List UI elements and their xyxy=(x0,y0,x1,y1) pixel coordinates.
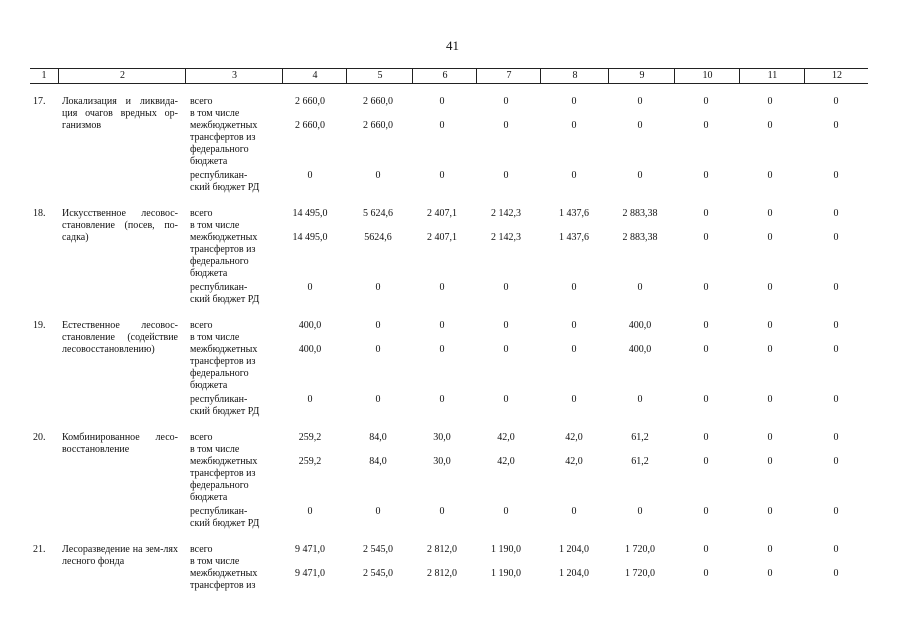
value-cell: 1 204,0 xyxy=(559,568,589,579)
value-cell: 0 xyxy=(375,394,381,405)
value-cell: 0 xyxy=(503,320,509,331)
funding-source-label: в том числе xyxy=(190,332,240,343)
value-cell: 30,0 xyxy=(433,456,451,467)
value-cell: 0 xyxy=(833,432,839,443)
table-header xyxy=(30,68,868,84)
row-number: 21. xyxy=(33,544,46,555)
funding-source-label: республикан- ский бюджет РД xyxy=(190,506,260,529)
value-cell: 259,2 xyxy=(298,456,322,467)
value-cell: 0 xyxy=(571,120,577,131)
value-cell: 0 xyxy=(703,344,709,355)
value-cell: 42,0 xyxy=(497,432,515,443)
value-cell: 400,0 xyxy=(628,344,652,355)
header-cell-7: 7 xyxy=(476,69,541,83)
value-cell: 0 xyxy=(767,394,773,405)
value-cell: 259,2 xyxy=(298,432,322,443)
value-cell: 0 xyxy=(375,170,381,181)
value-cell: 0 xyxy=(833,96,839,107)
value-cell: 2 545,0 xyxy=(363,544,393,555)
value-cell: 0 xyxy=(767,120,773,131)
funding-source-label: межбюджетных трансфертов из федерального бюджета xyxy=(190,344,258,391)
value-cell: 0 xyxy=(703,282,709,293)
value-cell: 0 xyxy=(767,432,773,443)
funding-source-label: республикан- ский бюджет РД xyxy=(190,170,260,193)
value-cell: 0 xyxy=(703,120,709,131)
funding-source-label: всего xyxy=(190,208,213,219)
value-cell: 42,0 xyxy=(565,456,583,467)
value-cell: 0 xyxy=(503,282,509,293)
value-cell: 0 xyxy=(703,232,709,243)
row-number: 18. xyxy=(33,208,46,219)
value-cell: 2 660,0 xyxy=(363,96,393,107)
funding-source-label: в том числе xyxy=(190,108,240,119)
value-cell: 0 xyxy=(767,568,773,579)
funding-source-label: республикан- ский бюджет РД xyxy=(190,394,260,417)
value-cell: 0 xyxy=(767,320,773,331)
value-cell: 0 xyxy=(833,120,839,131)
value-cell: 400,0 xyxy=(298,320,322,331)
value-cell: 5624,6 xyxy=(364,232,392,243)
value-cell: 0 xyxy=(767,544,773,555)
value-cell: 2 812,0 xyxy=(427,568,457,579)
value-cell: 0 xyxy=(375,344,381,355)
value-cell: 0 xyxy=(439,320,445,331)
value-cell: 42,0 xyxy=(497,456,515,467)
value-cell: 0 xyxy=(833,568,839,579)
header-cell-9: 9 xyxy=(608,69,675,83)
value-cell: 0 xyxy=(503,344,509,355)
value-cell: 0 xyxy=(571,506,577,517)
value-cell: 0 xyxy=(503,394,509,405)
funding-source-label: межбюджетных трансфертов из xyxy=(190,568,258,591)
value-cell: 2 660,0 xyxy=(295,96,325,107)
value-cell: 0 xyxy=(439,344,445,355)
value-cell: 0 xyxy=(833,456,839,467)
value-cell: 0 xyxy=(637,170,643,181)
value-cell: 0 xyxy=(703,96,709,107)
value-cell: 2 660,0 xyxy=(363,120,393,131)
value-cell: 14 495,0 xyxy=(292,208,328,219)
value-cell: 0 xyxy=(307,170,313,181)
value-cell: 0 xyxy=(833,320,839,331)
value-cell: 0 xyxy=(503,96,509,107)
value-cell: 0 xyxy=(703,568,709,579)
value-cell: 0 xyxy=(703,208,709,219)
value-cell: 0 xyxy=(767,282,773,293)
value-cell: 0 xyxy=(375,282,381,293)
value-cell: 0 xyxy=(503,506,509,517)
value-cell: 0 xyxy=(571,344,577,355)
value-cell: 2 142,3 xyxy=(491,232,521,243)
value-cell: 0 xyxy=(703,394,709,405)
value-cell: 0 xyxy=(767,506,773,517)
value-cell: 0 xyxy=(571,320,577,331)
header-cell-2: 2 xyxy=(58,69,186,83)
value-cell: 9 471,0 xyxy=(295,568,325,579)
funding-source-label: в том числе xyxy=(190,220,240,231)
value-cell: 0 xyxy=(703,170,709,181)
value-cell: 0 xyxy=(571,96,577,107)
value-cell: 0 xyxy=(767,208,773,219)
header-cell-6: 6 xyxy=(412,69,477,83)
funding-source-label: всего xyxy=(190,544,213,555)
value-cell: 0 xyxy=(833,344,839,355)
value-cell: 1 720,0 xyxy=(625,544,655,555)
header-cell-5: 5 xyxy=(346,69,413,83)
header-cell-1: 1 xyxy=(41,70,47,81)
value-cell: 2 142,3 xyxy=(491,208,521,219)
value-cell: 0 xyxy=(307,282,313,293)
value-cell: 0 xyxy=(767,344,773,355)
row-number: 17. xyxy=(33,96,46,107)
value-cell: 0 xyxy=(439,506,445,517)
value-cell: 0 xyxy=(571,394,577,405)
value-cell: 0 xyxy=(637,282,643,293)
value-cell: 0 xyxy=(439,282,445,293)
value-cell: 0 xyxy=(767,456,773,467)
value-cell: 2 883,38 xyxy=(622,232,658,243)
funding-source-label: всего xyxy=(190,320,213,331)
value-cell: 0 xyxy=(833,282,839,293)
row-activity-name: Лесоразведение на зем-лях лесного фонда xyxy=(62,544,178,567)
header-cell-10: 10 xyxy=(674,69,740,83)
value-cell: 0 xyxy=(307,394,313,405)
funding-source-label: в том числе xyxy=(190,556,240,567)
value-cell: 42,0 xyxy=(565,432,583,443)
value-cell: 14 495,0 xyxy=(292,232,328,243)
value-cell: 0 xyxy=(767,170,773,181)
value-cell: 9 471,0 xyxy=(295,544,325,555)
value-cell: 0 xyxy=(703,320,709,331)
row-number: 20. xyxy=(33,432,46,443)
funding-source-label: республикан- ский бюджет РД xyxy=(190,282,260,305)
row-activity-name: Локализация и ликвида-ция очагов вредных ор-ганизмов xyxy=(62,96,178,131)
value-cell: 84,0 xyxy=(369,456,387,467)
funding-source-label: всего xyxy=(190,432,213,443)
value-cell: 0 xyxy=(833,170,839,181)
value-cell: 1 204,0 xyxy=(559,544,589,555)
value-cell: 0 xyxy=(375,320,381,331)
value-cell: 2 545,0 xyxy=(363,568,393,579)
value-cell: 0 xyxy=(503,120,509,131)
value-cell: 0 xyxy=(703,432,709,443)
value-cell: 0 xyxy=(637,120,643,131)
row-activity-name: Естественное лесовос-становление (содействие лесовосстановлению) xyxy=(62,320,178,355)
funding-source-label: межбюджетных трансфертов из федерального бюджета xyxy=(190,232,258,279)
value-cell: 2 407,1 xyxy=(427,208,457,219)
value-cell: 61,2 xyxy=(631,456,649,467)
value-cell: 0 xyxy=(833,506,839,517)
value-cell: 0 xyxy=(833,232,839,243)
value-cell: 0 xyxy=(439,394,445,405)
value-cell: 0 xyxy=(439,96,445,107)
value-cell: 400,0 xyxy=(628,320,652,331)
value-cell: 1 437,6 xyxy=(559,232,589,243)
value-cell: 0 xyxy=(833,394,839,405)
value-cell: 84,0 xyxy=(369,432,387,443)
funding-source-label: межбюджетных трансфертов из федерального бюджета xyxy=(190,120,258,167)
value-cell: 5 624,6 xyxy=(363,208,393,219)
value-cell: 0 xyxy=(767,96,773,107)
funding-source-label: межбюджетных трансфертов из федерального бюджета xyxy=(190,456,258,503)
funding-source-label: в том числе xyxy=(190,444,240,455)
value-cell: 0 xyxy=(307,506,313,517)
value-cell: 0 xyxy=(637,394,643,405)
value-cell: 2 812,0 xyxy=(427,544,457,555)
page-number: 41 xyxy=(446,38,459,53)
value-cell: 2 407,1 xyxy=(427,232,457,243)
value-cell: 0 xyxy=(571,170,577,181)
header-cell-3: 3 xyxy=(185,69,283,83)
value-cell: 1 437,6 xyxy=(559,208,589,219)
value-cell: 400,0 xyxy=(298,344,322,355)
value-cell: 0 xyxy=(833,208,839,219)
row-number: 19. xyxy=(33,320,46,331)
value-cell: 0 xyxy=(375,506,381,517)
value-cell: 0 xyxy=(571,282,577,293)
value-cell: 0 xyxy=(637,96,643,107)
value-cell: 0 xyxy=(833,544,839,555)
value-cell: 1 720,0 xyxy=(625,568,655,579)
header-cell-12: 12 xyxy=(804,69,869,83)
value-cell: 0 xyxy=(703,506,709,517)
header-cell-11: 11 xyxy=(739,69,805,83)
value-cell: 1 190,0 xyxy=(491,544,521,555)
value-cell: 0 xyxy=(703,544,709,555)
value-cell: 2 883,38 xyxy=(622,208,658,219)
value-cell: 0 xyxy=(439,120,445,131)
value-cell: 1 190,0 xyxy=(491,568,521,579)
value-cell: 0 xyxy=(439,170,445,181)
row-activity-name: Комбинированное лесо-восстановление xyxy=(62,432,178,455)
value-cell: 0 xyxy=(703,456,709,467)
value-cell: 0 xyxy=(637,506,643,517)
value-cell: 61,2 xyxy=(631,432,649,443)
value-cell: 0 xyxy=(503,170,509,181)
header-cell-4: 4 xyxy=(282,69,347,83)
row-activity-name: Искусственное лесовос-становление (посев, по-садка) xyxy=(62,208,178,243)
value-cell: 2 660,0 xyxy=(295,120,325,131)
value-cell: 0 xyxy=(767,232,773,243)
header-cell-8: 8 xyxy=(540,69,609,83)
value-cell: 30,0 xyxy=(433,432,451,443)
funding-source-label: всего xyxy=(190,96,213,107)
